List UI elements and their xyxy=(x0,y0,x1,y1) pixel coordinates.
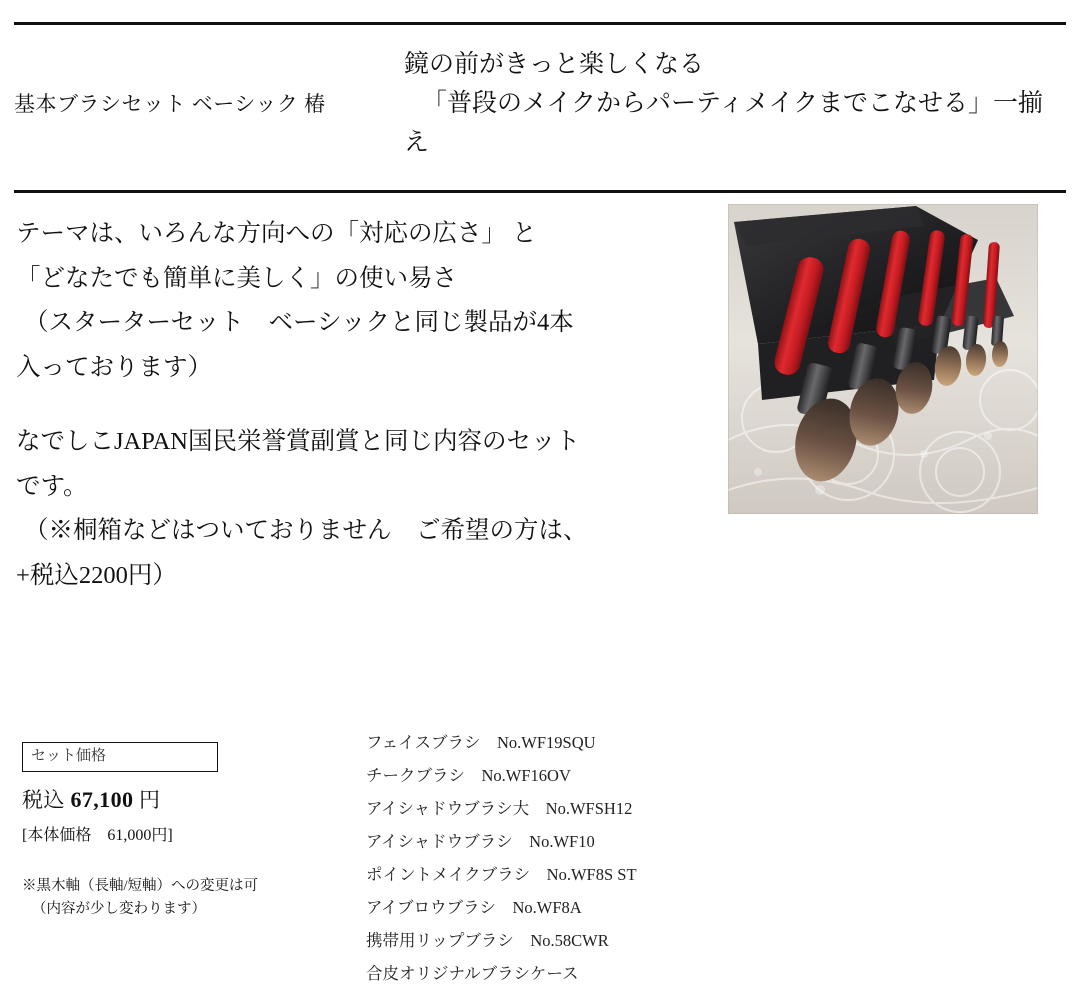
price-tax-included xyxy=(22,784,342,814)
product-name: 基本ブラシセット ベーシック 椿 xyxy=(14,92,326,116)
product-photo-illustration xyxy=(728,204,1038,514)
paragraph-spacer xyxy=(16,390,716,420)
price-block xyxy=(22,742,342,921)
product-photo xyxy=(728,204,1038,514)
header-bottom-divider xyxy=(14,190,1066,193)
price-note-line-2: （内容が少し変わります） xyxy=(32,901,206,918)
description-line-1: テーマは、いろんな方向への「対応の広さ」 と xyxy=(16,220,537,247)
price-label: セット価格 xyxy=(22,742,218,772)
headline-line-2: 「普段のメイクからパーティメイクまでこなせる」一揃え xyxy=(404,89,1044,156)
list-item: アイシャドウブラシ大 No.WFSH12 xyxy=(366,799,633,818)
description-line-6: です。 xyxy=(16,472,88,500)
description-line-8: +税込2200円） xyxy=(16,562,177,590)
list-item: 合皮オリジナルブラシケース xyxy=(366,964,579,983)
description xyxy=(16,212,716,599)
price-amount: 67,100 xyxy=(70,787,134,812)
list-item: チークブラシ No.WF16OV xyxy=(366,766,571,785)
price-prefix: 税込 xyxy=(22,788,65,812)
description-line-7: （※桐箱などはついておりません ご希望の方は、 xyxy=(24,517,588,545)
list-item: 携帯用リップブラシ No.58CWR xyxy=(366,931,609,950)
price-currency: 円 xyxy=(139,788,161,812)
description-line-2: 「どなたでも簡単に美しく」の使い易さ xyxy=(16,264,457,292)
list-item: アイシャドウブラシ No.WF10 xyxy=(366,832,595,851)
set-contents-list xyxy=(366,726,986,990)
description-line-5: なでしこJAPAN国民栄誉賞副賞と同じ内容のセット xyxy=(16,428,580,456)
list-item: ポイントメイクブラシ No.WF8S ST xyxy=(366,865,637,884)
list-item: アイブロウブラシ No.WF8A xyxy=(366,898,582,917)
price-base: [本体価格 61,000円] xyxy=(22,827,173,844)
description-line-4: 入っております） xyxy=(16,353,212,381)
header-top-divider xyxy=(14,22,1066,25)
price-note xyxy=(22,875,342,921)
header xyxy=(14,30,1066,188)
headline-line-1: 鏡の前がきっと楽しくなる xyxy=(404,51,705,78)
price-note-line-1: ※黒木軸（長軸/短軸）への変更は可 xyxy=(22,878,259,894)
description-line-3: （スターターセット ベーシックと同じ製品が4本 xyxy=(24,309,574,337)
list-item: フェイスブラシ No.WF19SQU xyxy=(366,733,596,752)
headline xyxy=(404,46,1064,162)
